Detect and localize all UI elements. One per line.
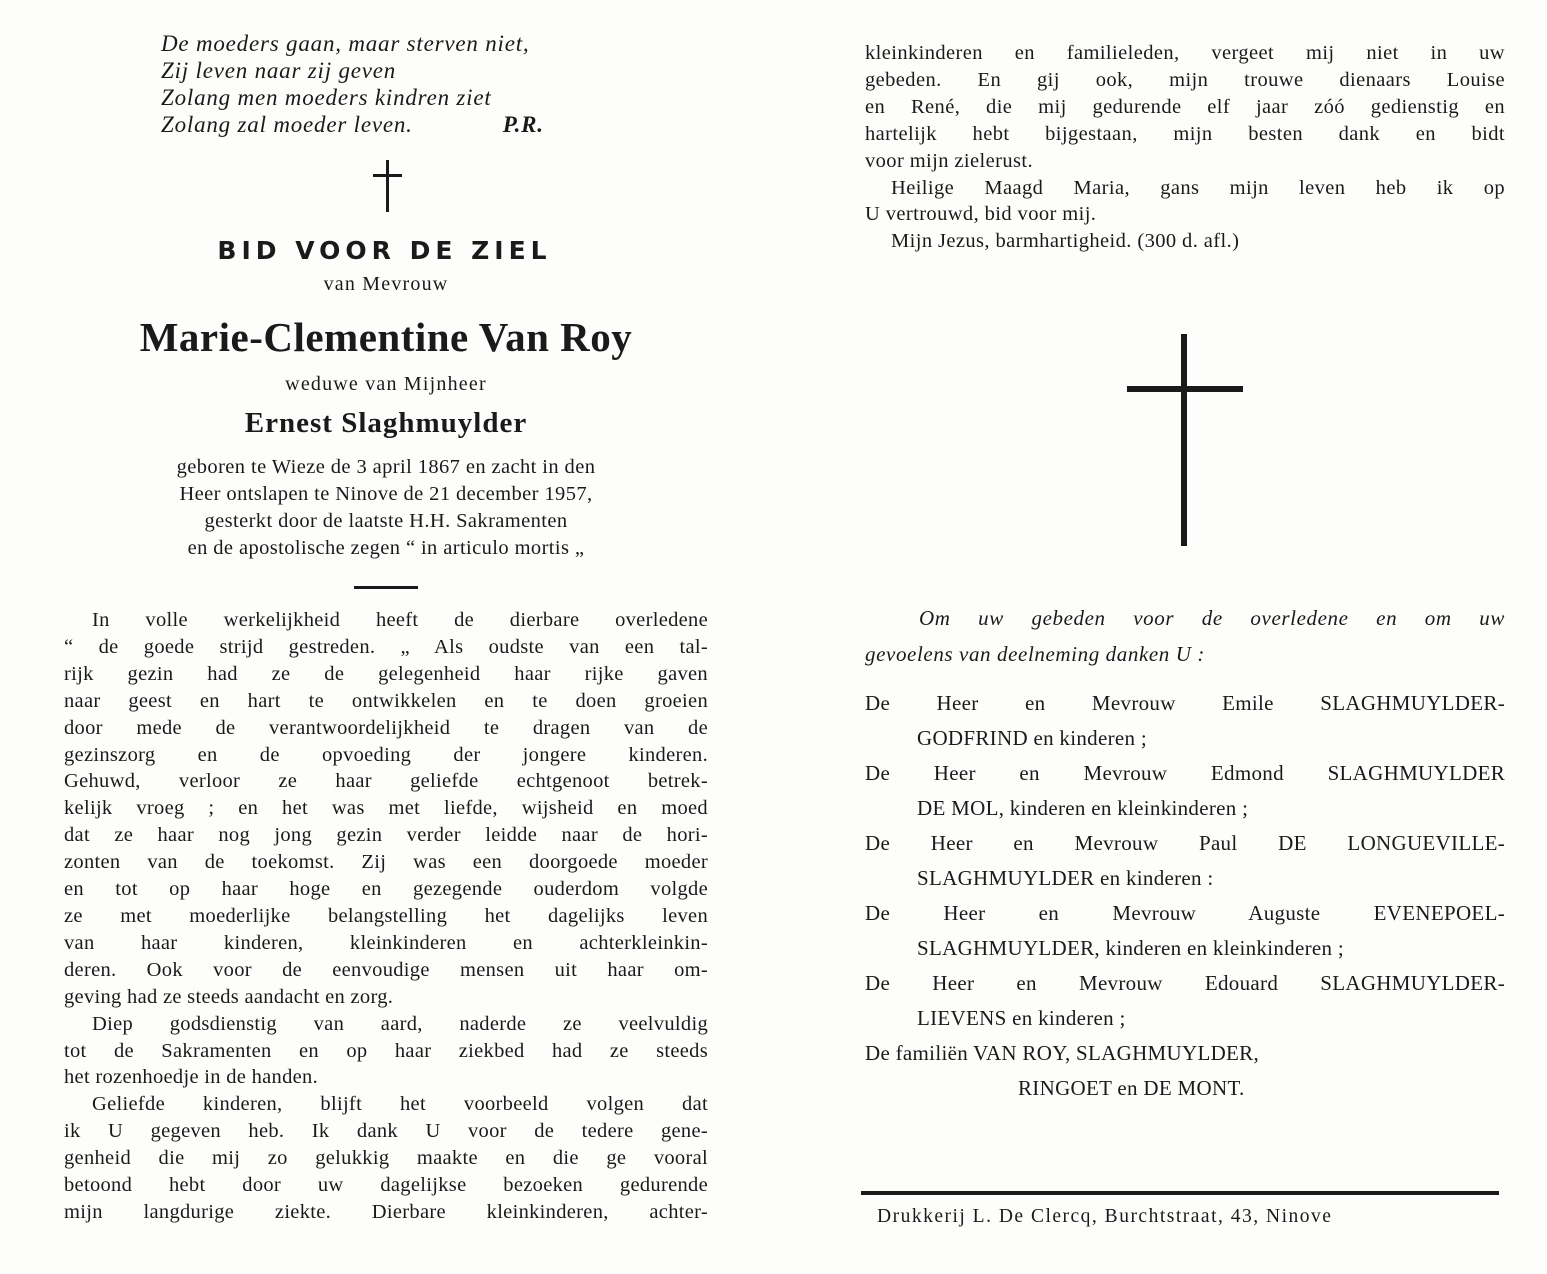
biography-text xyxy=(64,607,708,1226)
husband-name: Ernest Slaghmuylder xyxy=(244,407,528,439)
thanks-text xyxy=(865,600,1505,672)
right-page-text xyxy=(865,40,1505,255)
body-line: voor mijn zielerust. xyxy=(865,149,1033,172)
thanks-line: Om uw gebeden voor de overledene en om uw xyxy=(919,606,1505,630)
body-line: ze met moederlijke belangstelling het dagelijks leven xyxy=(64,904,708,927)
printer-credit: Drukkerij L. De Clercq, Burchtstraat, 43, Ninove xyxy=(877,1206,1333,1227)
family-line: De Heer en Mevrouw Paul DE LONGUEVILLE- xyxy=(865,831,1505,855)
body-line: U vertrouwd, bid voor mij. xyxy=(865,203,1097,226)
body-line: en tot op haar hoge en gezegende ouderdom volgde xyxy=(64,878,708,901)
birth-death-line: Heer ontslapen te Ninove de 21 december 1957, xyxy=(179,483,593,505)
body-line: betoond hebt door uw dagelijkse bezoeken gedurende xyxy=(64,1174,708,1197)
birth-death-line: gesterkt door de laatste H.H. Sakramenten xyxy=(204,510,568,532)
family-entry xyxy=(865,1036,1505,1106)
poem-line: Zolang zal moeder leven. xyxy=(161,112,413,137)
birth-death-line: geboren te Wieze de 3 april 1867 en zacht in den xyxy=(176,456,596,478)
body-line: Gehuwd, verloor ze haar geliefde echtgenoot betrek- xyxy=(64,770,708,793)
family-entry xyxy=(865,966,1505,1036)
body-line: naar geest en hart te ontwikkelen en te doen groeien xyxy=(64,689,708,712)
poem xyxy=(161,30,708,138)
body-line: deren. Ook voor de eenvoudige mensen uit haar om- xyxy=(64,958,708,981)
indulgence: (300 d. afl.) xyxy=(1137,230,1240,253)
body-line: geving had ze steeds aandacht en zorg. xyxy=(64,985,394,1008)
body-line: genheid die mij zo gelukkig maakte en die ge vooral xyxy=(64,1147,708,1170)
birth-death-line: en de apostolische zegen “ in articulo mortis „ xyxy=(187,537,585,559)
body-line: Heilige Maagd Maria, gans mijn leven heb ik op xyxy=(891,176,1505,199)
family-entry xyxy=(865,756,1505,826)
final-prayer: Mijn Jezus, barmhartigheid. xyxy=(891,230,1132,253)
family-line: De Heer en Mevrouw Edmond SLAGHMUYLDER xyxy=(865,761,1505,785)
body-line: In volle werkelijkheid heeft de dierbare overledene xyxy=(92,609,708,631)
family-line: LIEVENS en kinderen ; xyxy=(917,1006,1126,1030)
birth-death-info xyxy=(64,454,708,562)
body-line: hartelijk hebt bijgestaan, mijn besten dank en bidt xyxy=(865,122,1505,145)
family-entry xyxy=(865,896,1505,966)
thanks-line: gevoelens van deelneming danken U : xyxy=(865,642,1205,666)
body-line: kelijk vroeg ; en het was met liefde, wijsheid en moed xyxy=(64,797,708,820)
body-line: zonten van de toekomst. Zij was een doorgoede moeder xyxy=(64,851,708,874)
body-line: van haar kinderen, kleinkinderen en achterkleinkin- xyxy=(64,931,708,954)
van-mevrouw: van Mevrouw xyxy=(323,273,449,295)
family-line: De familiën VAN ROY, SLAGHMUYLDER, xyxy=(865,1041,1260,1065)
body-line: en René, die mij gedurende elf jaar zóó gedienstig en xyxy=(865,95,1505,118)
left-page xyxy=(64,30,708,1226)
family-line: DE MOL, kinderen en kleinkinderen ; xyxy=(917,796,1249,820)
widow-of: weduwe van Mijnheer xyxy=(285,373,487,395)
family-line: De Heer en Mevrouw Edouard SLAGHMUYLDER- xyxy=(865,971,1505,995)
poem-signature: P.R. xyxy=(502,112,544,137)
large-cross-icon xyxy=(1127,334,1243,546)
family-entry xyxy=(865,686,1505,756)
family-list xyxy=(865,686,1505,1106)
poem-line: Zolang men moeders kindren ziet xyxy=(161,85,492,110)
deceased-name: Marie-Clementine Van Roy xyxy=(139,314,633,360)
body-line: door mede de verantwoordelijkheid te dragen van de xyxy=(64,716,708,739)
family-line: De Heer en Mevrouw Auguste EVENEPOEL- xyxy=(865,901,1505,925)
body-line: “ de goede strijd gestreden. „ Als oudste van een tal- xyxy=(64,635,708,658)
family-entry xyxy=(865,826,1505,896)
family-line: De Heer en Mevrouw Emile SLAGHMUYLDER- xyxy=(865,691,1505,715)
cross-icon xyxy=(367,160,407,218)
body-line: dat ze haar nog jong gezin verder leidde naar de hori- xyxy=(64,824,708,847)
body-line: Geliefde kinderen, blijft het voorbeeld volgen dat xyxy=(92,1093,708,1116)
family-line: SLAGHMUYLDER, kinderen en kleinkinderen ; xyxy=(917,936,1344,960)
body-line: rijk gezin had ze de gelegenheid haar rijke gaven xyxy=(64,662,708,685)
body-line: tot de Sakramenten en op haar ziekbed had ze steeds xyxy=(64,1039,708,1062)
family-line: SLAGHMUYLDER en kinderen : xyxy=(917,866,1214,890)
body-line: Diep godsdienstig van aard, naderde ze veelvuldig xyxy=(92,1012,708,1035)
poem-line: De moeders gaan, maar sterven niet, xyxy=(161,31,530,56)
divider xyxy=(354,586,418,589)
poem-line-with-signature xyxy=(161,111,708,138)
body-line: ik U gegeven heb. Ik dank U voor de tedere gene- xyxy=(64,1120,708,1143)
body-line: het rozenhoedje in de handen. xyxy=(64,1066,319,1089)
bottom-divider xyxy=(861,1191,1499,1195)
poem-line: Zij leven naar zij geven xyxy=(161,58,397,83)
body-line: mijn langdurige ziekte. Dierbare kleinkinderen, achter- xyxy=(64,1200,708,1223)
body-line: gezinszorg en de opvoeding der jongere kinderen. xyxy=(64,743,708,766)
body-line: kleinkinderen en familieleden, vergeet mij niet in uw xyxy=(865,42,1505,64)
body-line: gebeden. En gij ook, mijn trouwe dienaars Louise xyxy=(865,68,1505,91)
prayer-heading: BID VOOR DE ZIEL xyxy=(217,236,552,265)
family-line: RINGOET en DE MONT. xyxy=(1018,1076,1245,1100)
family-line: GODFRIND en kinderen ; xyxy=(917,726,1147,750)
final-prayer-row xyxy=(865,228,1505,255)
